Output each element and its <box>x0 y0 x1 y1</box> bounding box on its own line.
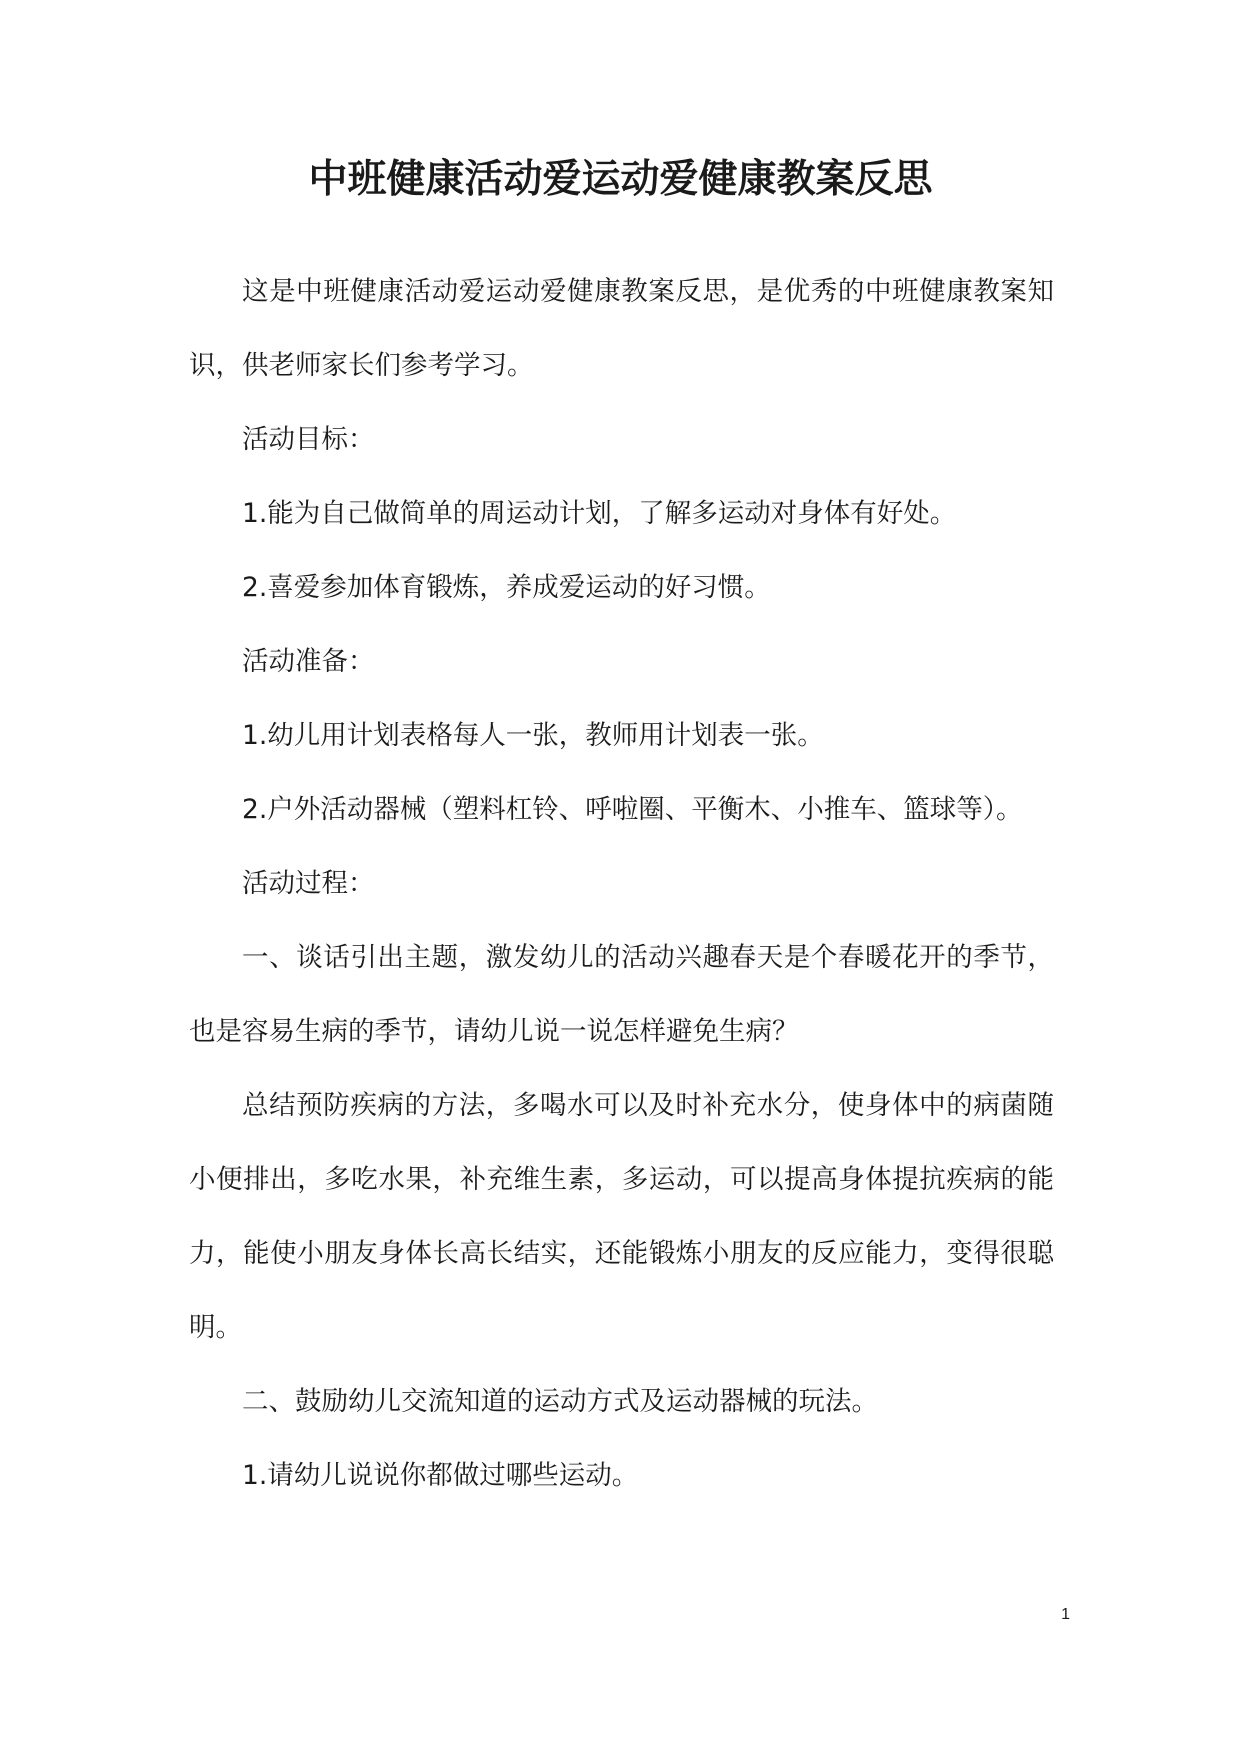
paragraph-summary: 总结预防疾病的方法，多喝水可以及时补充水分，使身体中的病菌随小便排出，多吃水果，补充维生素，多运动，可以提高身体提抗疾病的能力，能使小朋友身体长高长结实，还能锻炼小朋友的反应能力，变得很聪明。 <box>189 1090 1054 1343</box>
document-title: 中班健康活动爱运动爱健康教案反思 <box>308 157 933 202</box>
paragraph-goal-1: 1.能为自己做简单的周运动计划，了解多运动对身体有好处。 <box>242 498 957 529</box>
document-body <box>189 255 1054 1513</box>
paragraph-process-2-item-1: 1.请幼儿说说你都做过哪些运动。 <box>242 1460 639 1491</box>
paragraph-preparation-1: 1.幼儿用计划表格每人一张，教师用计划表一张。 <box>242 720 824 751</box>
paragraph-preparation-2: 2.户外活动器械（塑料杠铃、呼啦圈、平衡木、小推车、篮球等）。 <box>242 794 1023 825</box>
heading-activity-preparation: 活动准备： <box>242 646 375 677</box>
paragraph-process-2: 二、鼓励幼儿交流知道的运动方式及运动器械的玩法。 <box>242 1386 878 1417</box>
paragraph-process-1: 一、谈话引出主题，激发幼儿的活动兴趣春天是个春暖花开的季节，也是容易生病的季节，请幼儿说一说怎样避免生病？ <box>189 942 1054 1047</box>
paragraph-intro: 这是中班健康活动爱运动爱健康教案反思，是优秀的中班健康教案知识，供老师家长们参考学习。 <box>189 276 1054 381</box>
page-number: 1 <box>1061 1606 1070 1623</box>
heading-activity-process: 活动过程： <box>242 868 375 899</box>
heading-activity-goals: 活动目标： <box>242 424 375 455</box>
paragraph-goal-2: 2.喜爱参加体育锻炼，养成爱运动的好习惯。 <box>242 572 771 603</box>
